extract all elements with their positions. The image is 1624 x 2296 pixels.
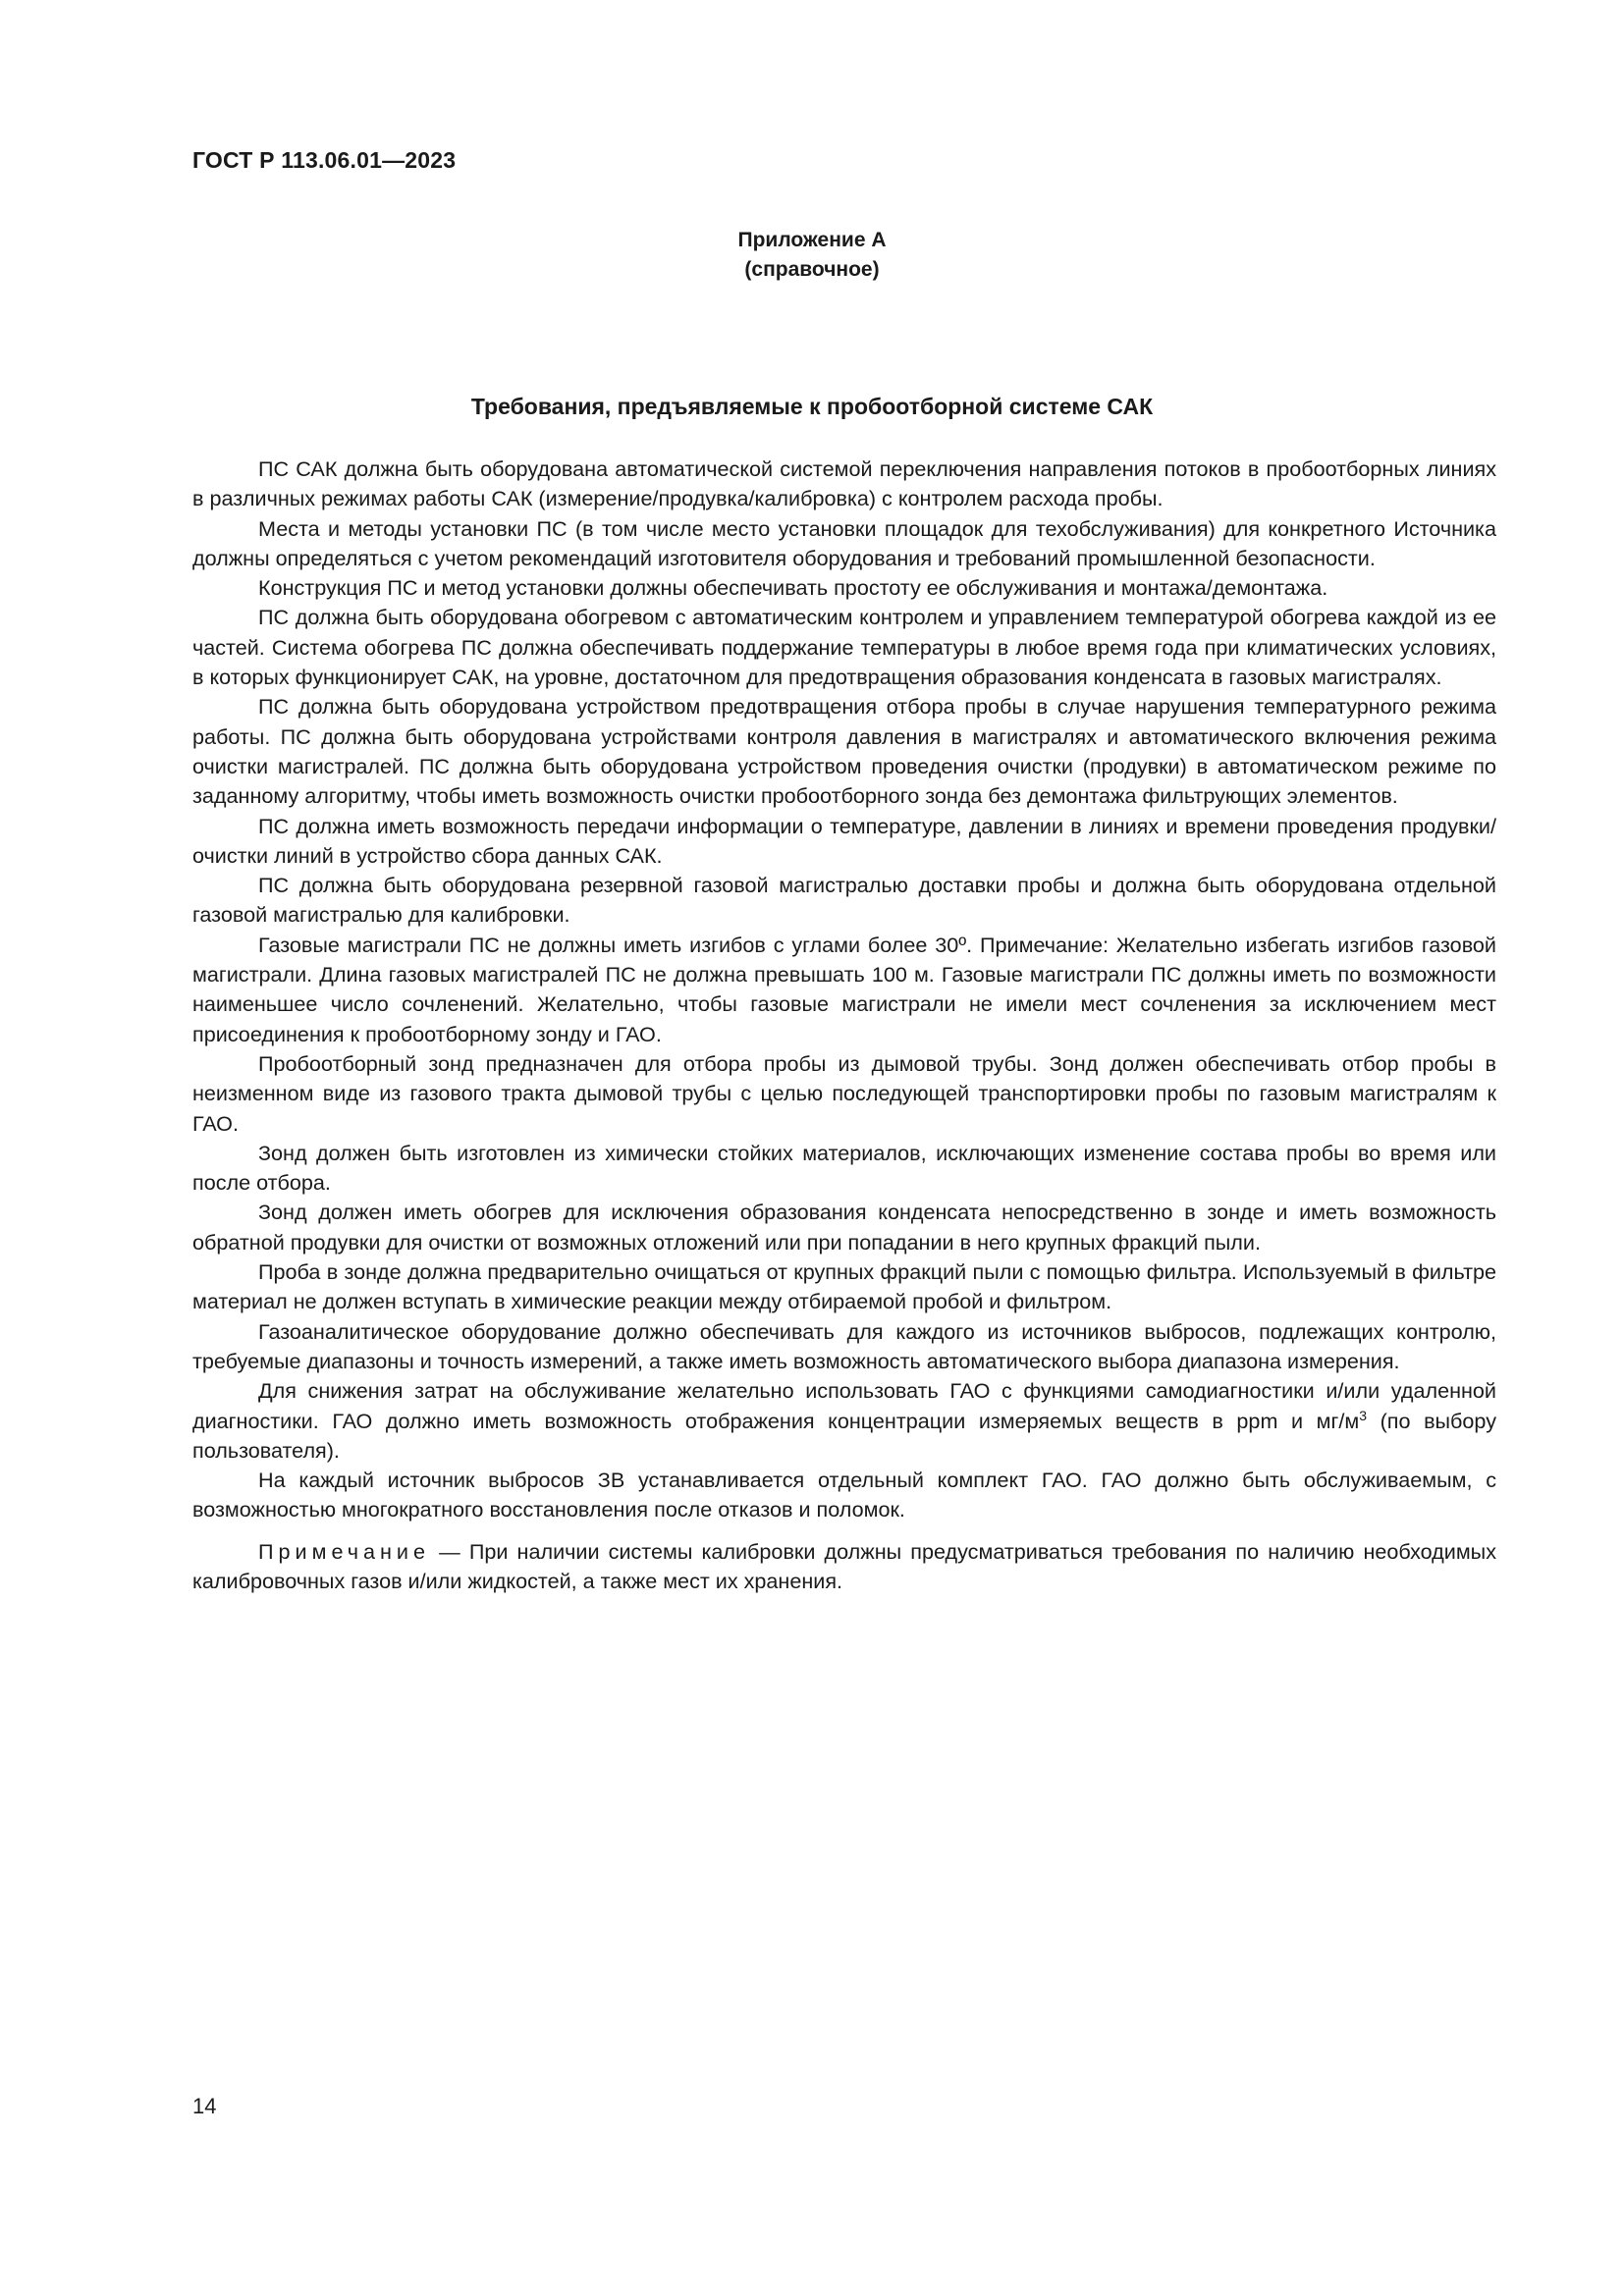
annex-title: Приложение А <box>737 229 887 251</box>
paragraph: Места и методы установки ПС (в том числе место установки площадок для техобслуживания) для конкретного Источника должны определяться с учетом рекомендаций изготовителя оборудования и требований промышленной безопасности. <box>192 515 1496 570</box>
paragraph: Конструкция ПС и метод установки должны обеспечивать простоту ее обслуживания и монтажа/демонтажа. <box>258 575 1328 601</box>
paragraph: На каждый источник выбросов ЗВ устанавливается отдельный комплект ГАО. ГАО должно быть обслуживаемым, с возможностью многократного восстановления после отказов и поломок. <box>192 1468 1496 1522</box>
superscript: 3 <box>1359 1407 1368 1423</box>
paragraph: ПС САК должна быть оборудована автоматической системой переключения направления потоков в пробоотборных линиях в различных режимах работы САК (измерение/продувка/калибровка) с контролем расхода пробы. <box>192 456 1496 511</box>
note-label: Примечание <box>258 1538 430 1564</box>
paragraph: Газоаналитическое оборудование должно обеспечивать для каждого из источников выбросов, подлежащих контролю, требуемые диапазоны и точность измерений, а также иметь возможность автоматического выбора диапазона измерения. <box>192 1318 1496 1373</box>
paragraph-text: (по выбору пользователя). <box>192 1408 1496 1463</box>
paragraph: Газовые магистрали ПС не должны иметь изгибов с углами более 30º. Примечание: Желательно избегать изгибов газовой магистрали. Длина газовых магистралей ПС не должна превышать 100 м. Газовые магистрали ПС должны иметь по возможности наименьшее число сочленений. Желательно, чтобы газовые магистрали не имели мест сочленения за исключением мест присоединения к пробоотборному зонду и ГАО. <box>192 932 1496 1046</box>
note-text: — При наличии системы калибровки должны предусматриваться требования по наличию необходимых калибровочных газов и/или жидкостей, а также мест их хранения. <box>192 1538 1496 1593</box>
section-title: Требования, предъявляемые к пробоотборной системе САК <box>470 394 1154 419</box>
paragraph: Проба в зонде должна предварительно очищаться от крупных фракций пыли с помощью фильтра. Используемый в фильтре материал не должен вступать в химические реакции между отбираемой пробой и фильтром. <box>192 1259 1496 1314</box>
note <box>192 1537 1496 1597</box>
body-text <box>192 454 1496 1596</box>
paragraph: ПС должна иметь возможность передачи информации о температуре, давлении в линиях и времени проведения продувки/очистки линий в устройство сбора данных САК. <box>192 813 1496 868</box>
paragraph: ПС должна быть оборудована устройством предотвращения отбора пробы в случае нарушения температурного режима работы. ПС должна быть оборудована устройствами контроля давления в магистралях и автоматического включения режима очистки магистралей. ПС должна быть оборудована устройством проведения очистки (продувки) в автоматическом режиме по заданному алгоритму, чтобы иметь возможность очистки пробоотборного зонда без демонтажа фильтрующих элементов. <box>192 694 1496 809</box>
paragraph: ПС должна быть оборудована резервной газовой магистралью доставки пробы и должна быть оборудована отдельной газовой магистралью для калибровки. <box>192 873 1496 928</box>
annex-heading <box>0 226 1624 285</box>
paragraph: ПС должна быть оборудована обогревом с автоматическим контролем и управлением температурой обогрева каждой из ее частей. Система обогрева ПС должна обеспечивать поддержание температуры в любое время года при климатических условиях, в которых функционирует САК, на уровне, достаточном для предотвращения образования конденсата в газовых магистралях. <box>192 605 1496 690</box>
page-number: 14 <box>192 2094 217 2118</box>
paragraph: Зонд должен иметь обогрев для исключения образования конденсата непосредственно в зонде и иметь возможность обратной продувки для очистки от возможных отложений или при попадании в него крупных фракций пыли. <box>192 1200 1496 1255</box>
paragraph: Пробоотборный зонд предназначен для отбора пробы из дымовой трубы. Зонд должен обеспечивать отбор пробы в неизменном виде из газового тракта дымовой трубы с целью последующей транспортировки пробы по газовым магистралям к ГАО. <box>192 1050 1496 1136</box>
paragraph-text: Для снижения затрат на обслуживание желательно использовать ГАО с функциями самодиагностики и/или удаленной диагностики. ГАО должно иметь возможность отображения концентрации измеряемых веществ в ppm и мг/м <box>192 1378 1496 1433</box>
paragraph-gao-diagnostics <box>192 1376 1496 1466</box>
document-code: ГОСТ Р 113.06.01—2023 <box>192 147 457 173</box>
annex-status: (справочное) <box>744 258 880 281</box>
paragraph: Зонд должен быть изготовлен из химически стойких материалов, исключающих изменение состава пробы во время или после отбора. <box>192 1140 1496 1196</box>
